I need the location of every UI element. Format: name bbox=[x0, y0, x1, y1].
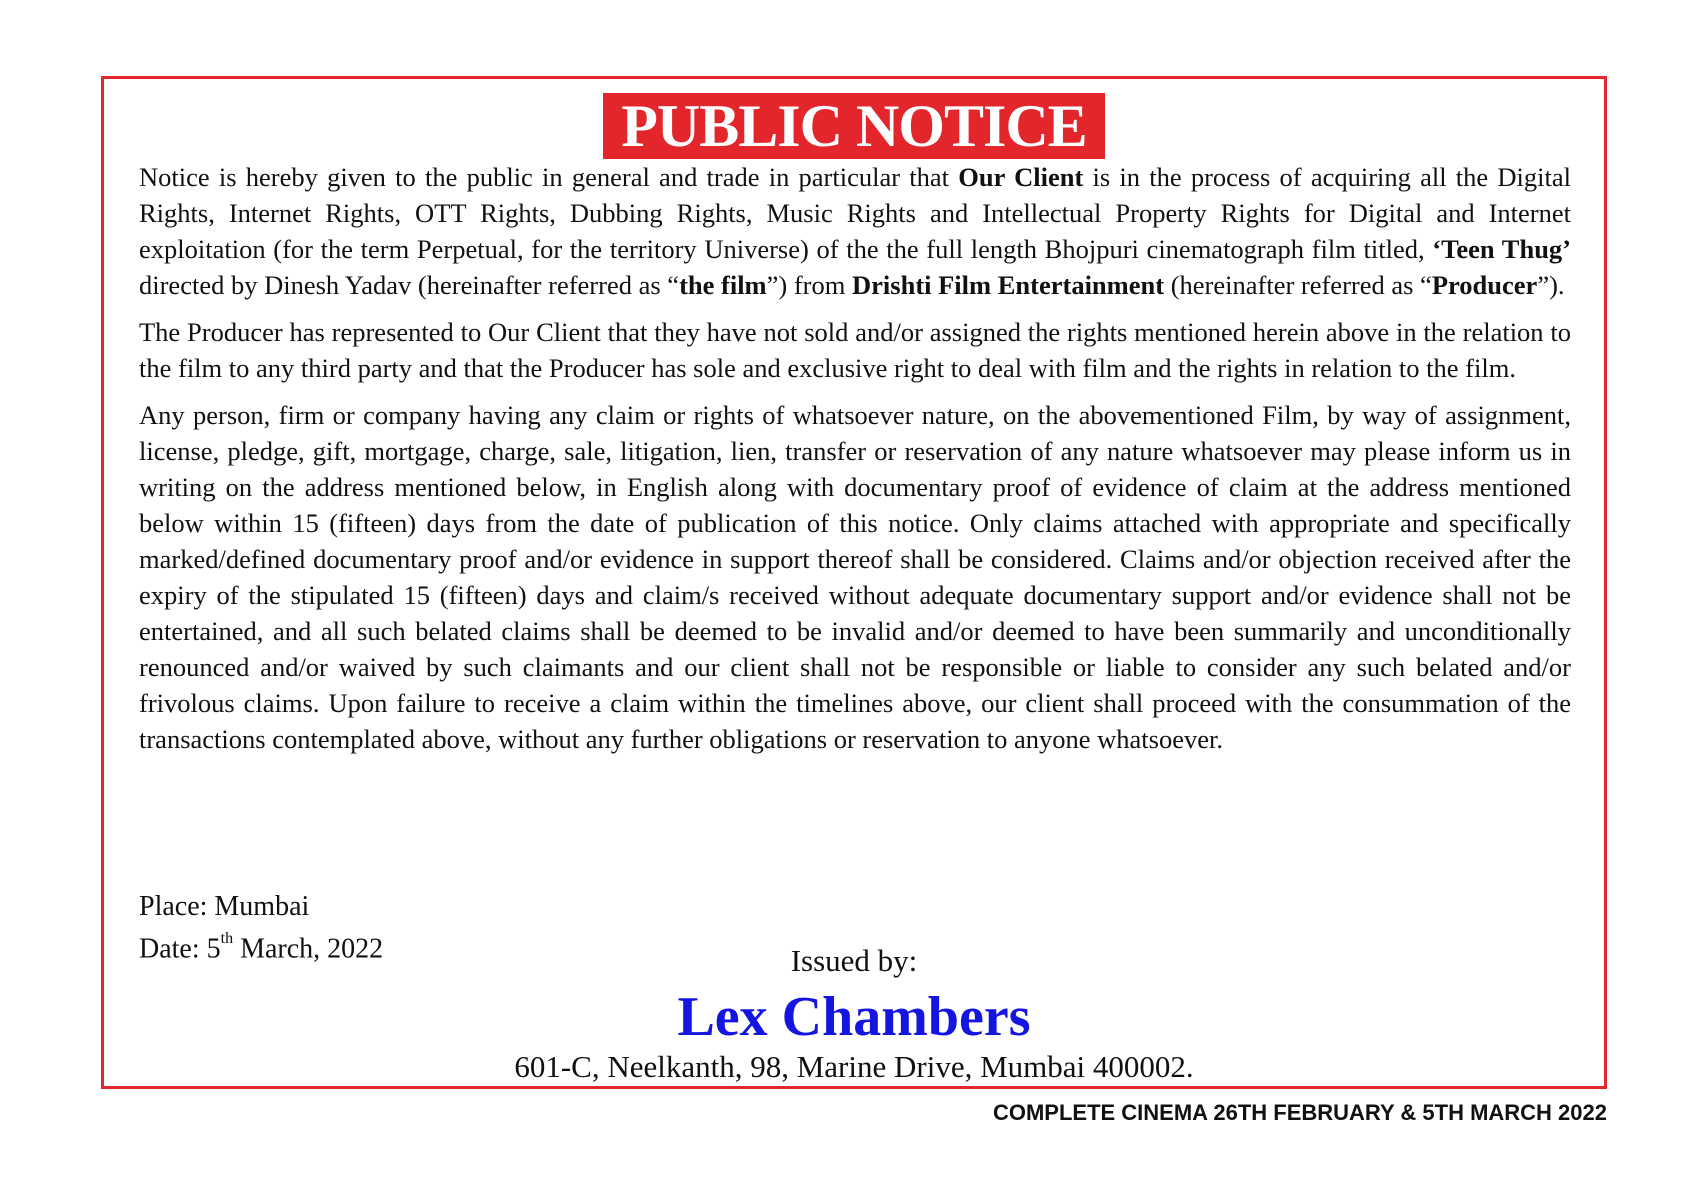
issued-by-label: Issued by: bbox=[790, 943, 918, 978]
para1-text-4: ”) from bbox=[766, 270, 852, 300]
notice-body bbox=[139, 159, 1571, 768]
paragraph-2: The Producer has represented to Our Client that they have not sold and/or assigned the rights mentioned herein above in the relation to the film to any third party and that the Producer has sole and exclusive right to deal with film and the rights in relation to the film. bbox=[139, 317, 1571, 383]
firm-name: Lex Chambers bbox=[677, 986, 1031, 1048]
para1-text-1: Notice is hereby given to the public in general and trade in particular that bbox=[139, 162, 959, 192]
place-line: Place: Mumbai bbox=[139, 891, 310, 922]
the-film-bold: the film bbox=[679, 270, 767, 300]
film-title-bold: ‘Teen Thug’ bbox=[1432, 234, 1572, 264]
para1-text-3: directed by Dinesh Yadav (hereinafter referred as “ bbox=[139, 270, 680, 300]
producer-bold: Producer bbox=[1431, 270, 1538, 300]
firm-address: 601-C, Neelkanth, 98, Marine Drive, Mumbai 400002. bbox=[514, 1049, 1194, 1084]
date-superscript: th bbox=[220, 930, 234, 947]
paragraph-1 bbox=[139, 159, 1571, 303]
date-prefix: Date: 5 bbox=[139, 933, 221, 965]
notice-border-box bbox=[101, 76, 1607, 1089]
title-wrapper bbox=[104, 93, 1604, 159]
our-client-bold: Our Client bbox=[958, 162, 1084, 192]
publication-footer: COMPLETE CINEMA 26TH FEBRUARY & 5TH MARCH 2022 bbox=[992, 1100, 1607, 1125]
para1-text-5: (hereinafter referred as “ bbox=[1164, 270, 1432, 300]
para1-text-6: ”). bbox=[1537, 270, 1565, 300]
para1-text-2: is in the process of acquiring all the Digital Rights, Internet Rights, OTT Rights, Dubbing Rights, Music Rights and Intellectual Property Rights for Digital and Internet exploitation (for the term Perpetual, for the territory Universe) of the the full length Bhojpuri cinematograph film titled, bbox=[139, 162, 1572, 264]
producer-name-bold: Drishti Film Entertainment bbox=[852, 270, 1165, 300]
notice-title: PUBLIC NOTICE bbox=[603, 93, 1104, 159]
date-suffix: March, 2022 bbox=[233, 933, 384, 965]
paragraph-3: Any person, firm or company having any claim or rights of whatsoever nature, on the abovementioned Film, by way of assignment, license, pledge, gift, mortgage, charge, sale, litigation, lien, transfer or reservation of any nature whatsoever may please inform us in writing on the address mentioned below, in English along with documentary proof of evidence of claim at the address mentioned below within 15 (fifteen) days from the date of publication of this notice. Only claims attached with appropriate and specifically marked/defined documentary proof and/or evidence in support thereof shall be considered. Claims and/or objection received after the expiry of the stipulated 15 (fifteen) days and claim/s received without adequate documentary support and/or evidence shall not be entertained, and all such belated claims shall be deemed to be invalid and/or deemed to have been summarily and unconditionally renounced and/or waived by such claimants and our client shall not be responsible or liable to consider any such belated and/or frivolous claims. Upon failure to receive a claim within the timelines above, our client shall proceed with the consummation of the transactions contemplated above, without any further obligations or reservation to anyone whatsoever. bbox=[139, 400, 1571, 754]
